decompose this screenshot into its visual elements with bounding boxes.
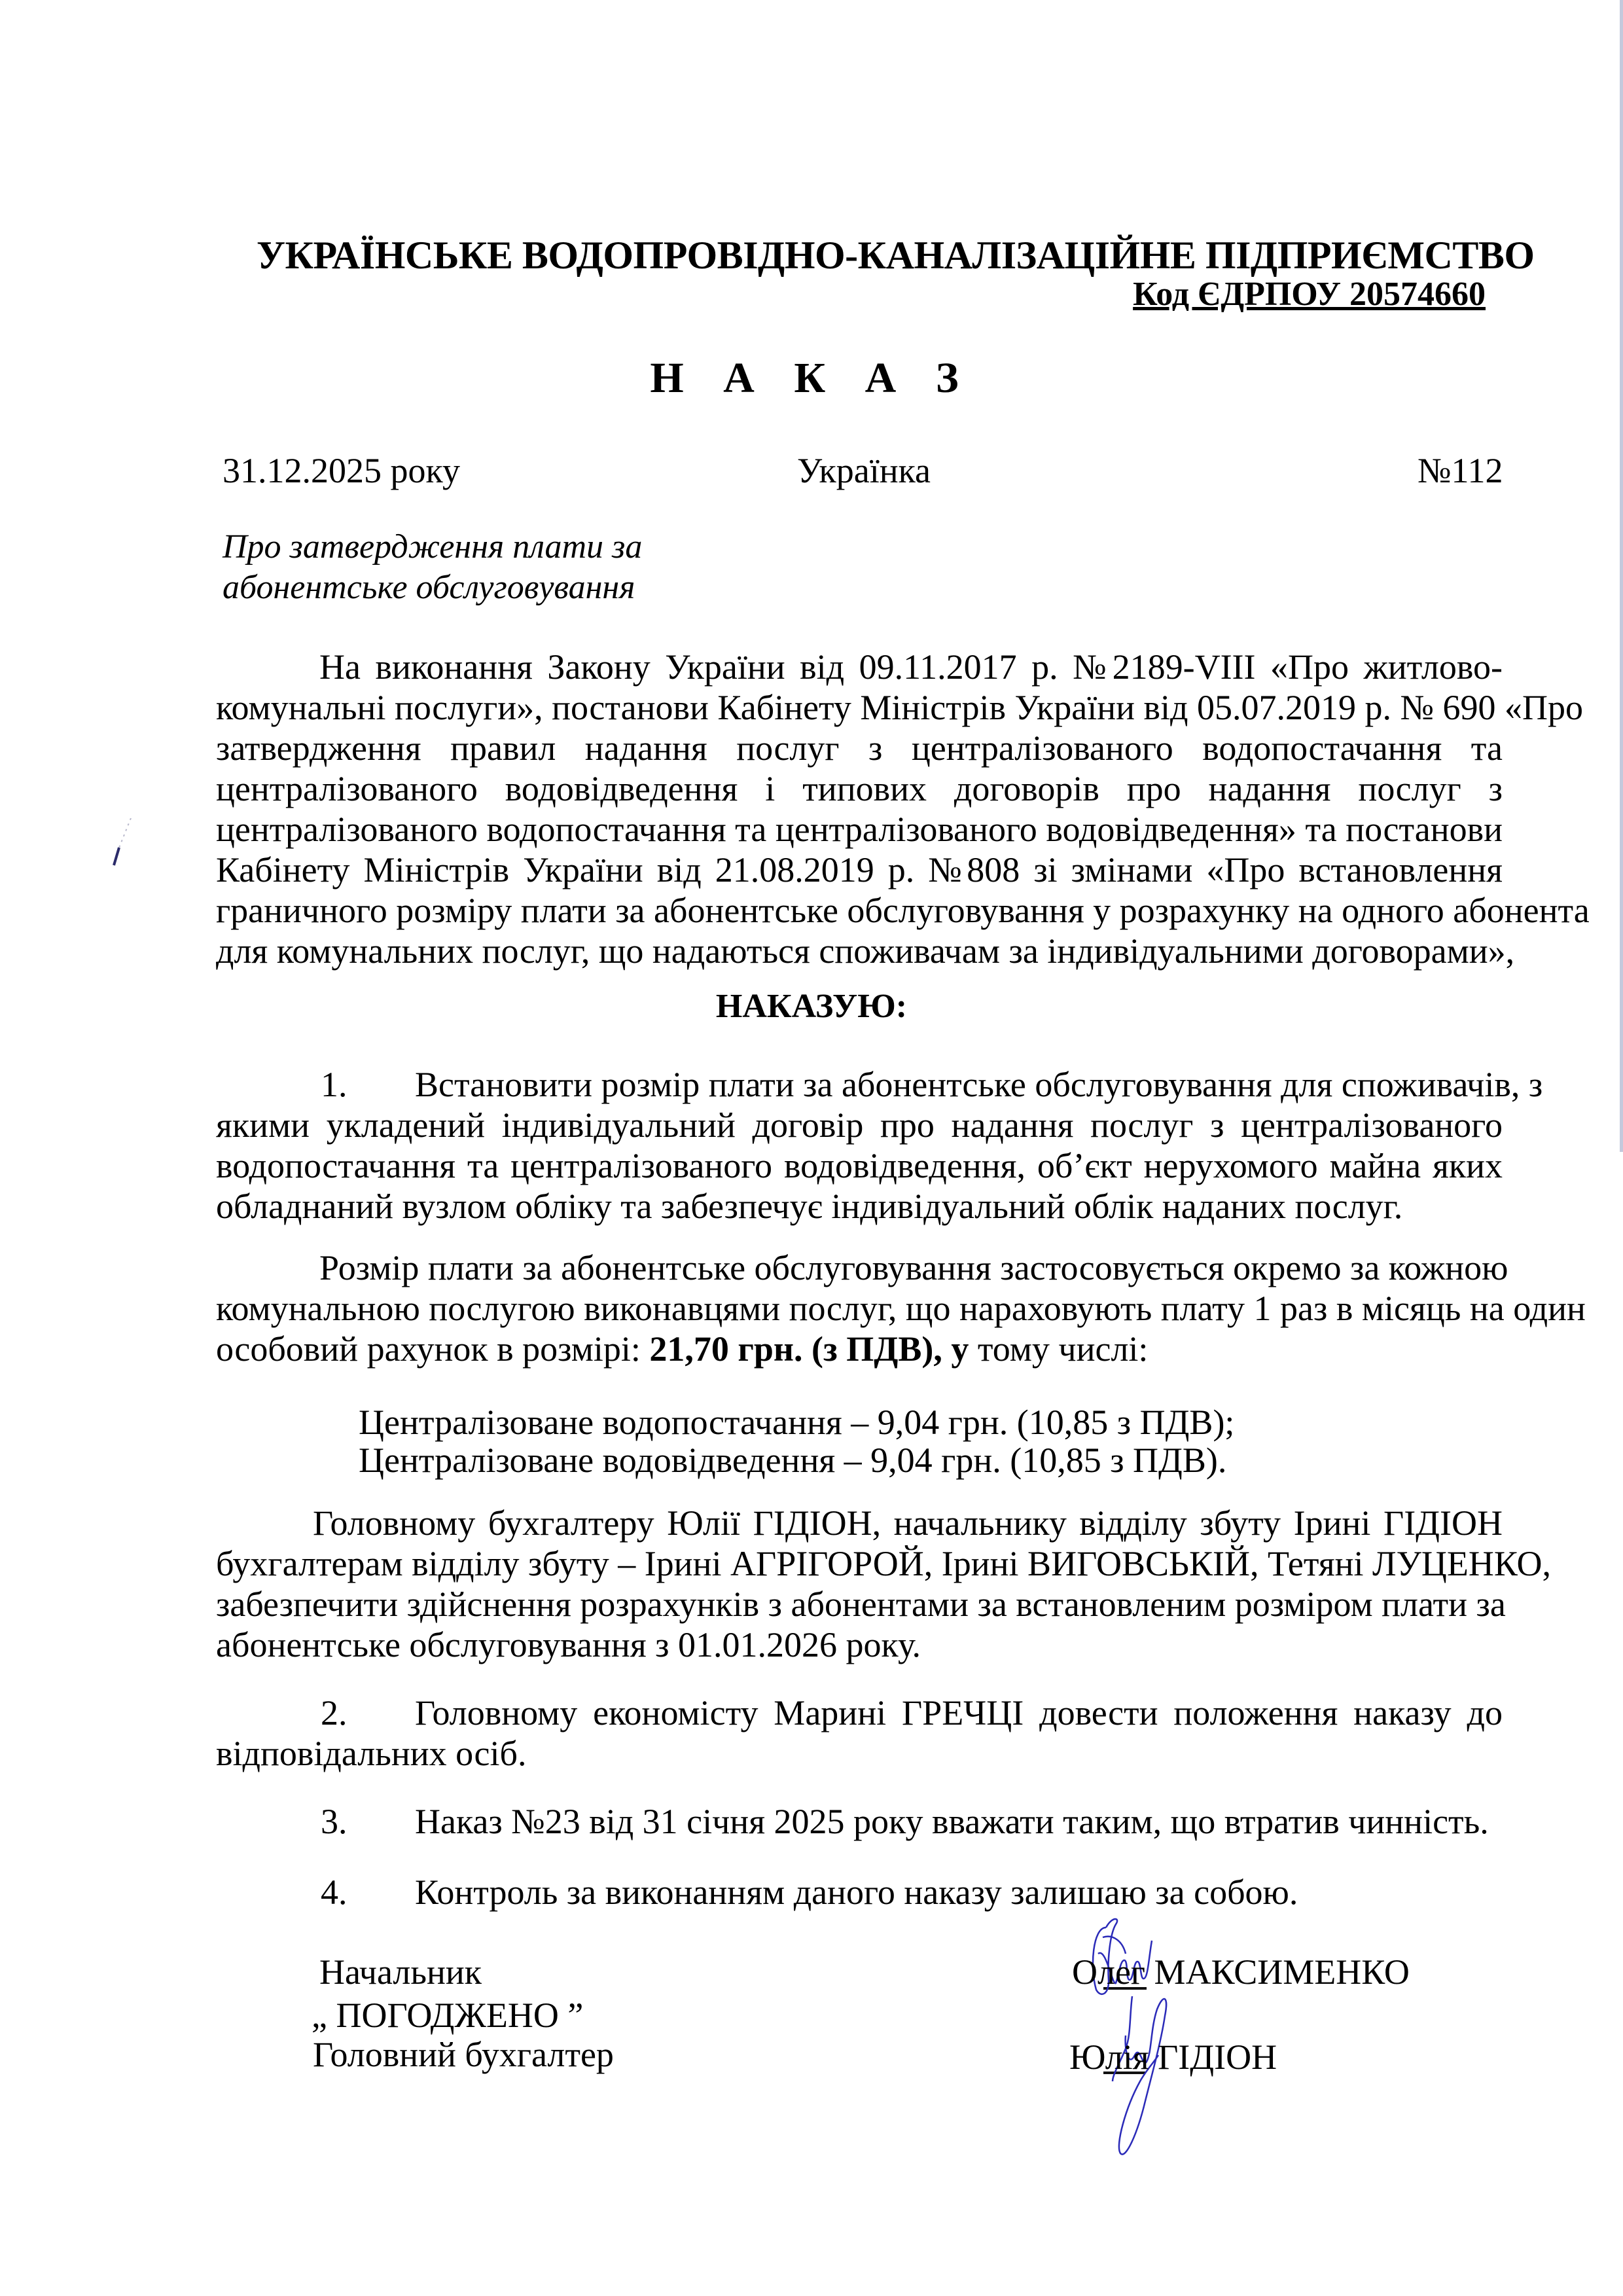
director-name: Олег МАКСИМЕНКО [1072,1952,1410,1992]
order-number: №112 [1418,451,1503,490]
fee-line [216,1329,1148,1369]
subject-line-2: абонентське обслуговування [223,569,635,606]
responsible-line: забезпечити здійснення розрахунків з абонентами за встановленим розміром плати за [216,1585,1506,1624]
approved-label: „ ПОГОДЖЕНО ” [312,1996,584,2035]
order-place: Українка [797,451,931,490]
fee-line: Розмір плати за абонентське обслуговування застосовується окремо за кожною [319,1248,1508,1287]
item-number: 3. [321,1802,348,1841]
edrpou-code: Код ЄДРПОУ 20574660 [1133,276,1486,313]
accountant-title: Головний бухгалтер [313,2035,614,2074]
accountant-name: Юлія ГІДІОН [1069,2037,1277,2077]
item-text: Контроль за виконанням даного наказу залишаю за собою. [415,1873,1298,1912]
item-number: 4. [321,1873,348,1912]
fee-breakdown-drainage: Централізоване водовідведення – 9,04 грн. (10,85 з ПДВ). [359,1441,1227,1480]
scan-edge-line [1620,0,1623,1152]
subject-line-1: Про затвердження плати за [223,528,643,565]
fee-breakdown-water-supply: Централізоване водопостачання – 9,04 грн. (10,85 з ПДВ); [359,1403,1235,1442]
item-number: 1. [321,1065,348,1104]
document-title: Н А К А З [650,354,973,402]
preamble-line: для комунальних послуг, що надаються споживачам за індивідуальними договорами», [216,931,1515,971]
item-line: водопостачання та централізованого водовідведення, об’єкт нерухомого майна яких [216,1146,1503,1185]
order-date: 31.12.2025 року [223,451,460,490]
preamble-line: Кабінету Міністрів України від 21.08.2019 р. №808 зі змінами «Про встановлення [216,850,1503,889]
preamble-line: централізованого водовідведення і типових договорів про надання послуг з [216,769,1503,808]
preamble-line: затвердження правил надання послуг з централізованого водопостачання та [216,728,1503,768]
responsible-line: Головному бухгалтеру Юлії ГІДІОН, начальнику відділу збуту Ірині ГІДІОН [313,1503,1503,1543]
fee-text: особовий рахунок в розмірі: [216,1329,650,1369]
scan-mark [105,818,144,870]
item-text: Наказ №23 від 31 січня 2025 року вважати таким, що втратив чинність. [415,1802,1489,1841]
order-heading: НАКАЗУЮ: [715,988,908,1025]
preamble-line: На виконання Закону України від 09.11.2017 р. №2189-VIII «Про житлово- [319,647,1503,687]
item-line: обладнаний вузлом обліку та забезпечує індивідуальний облік наданих послуг. [216,1187,1403,1226]
item-line: Головному економісту Марині ГРЕЧЦІ довести положення наказу до [415,1693,1503,1732]
preamble-line: централізованого водопостачання та централізованого водовідведення» та постанови [216,810,1503,849]
item-line: якими укладений індивідуальний договір про надання послуг з централізованого [216,1105,1503,1145]
preamble-line: комунальні послуги», постанови Кабінету Міністрів України від 05.07.2019 р. № 690 «Про [216,688,1584,727]
item-line: відповідальних осіб. [216,1734,527,1773]
fee-text: тому числі: [969,1329,1149,1369]
director-title: Начальник [319,1952,482,1992]
fee-line: комунальною послугою виконавцями послуг, що нараховують плату 1 раз в місяць на один [216,1289,1586,1328]
accountant-signature [1106,1990,1171,2173]
item-number: 2. [321,1693,348,1732]
responsible-line: абонентське обслуговування з 01.01.2026 року. [216,1625,921,1664]
organization-name: УКРАЇНСЬКЕ ВОДОПРОВІДНО-КАНАЛІЗАЦІЙНЕ ПІДПРИЄМСТВО [257,234,1535,277]
preamble-line: граничного розміру плати за абонентське обслуговування у розрахунку на одного абонента [216,891,1590,930]
fee-amount: 21,70 грн. (з ПДВ), у [649,1329,969,1369]
responsible-line: бухгалтерам відділу збуту – Ірині АГРІГОРОЙ, Ірині ВИГОВСЬКІЙ, Тетяні ЛУЦЕНКО, [216,1544,1552,1583]
item-line: Встановити розмір плати за абонентське обслуговування для споживачів, з [415,1065,1543,1104]
